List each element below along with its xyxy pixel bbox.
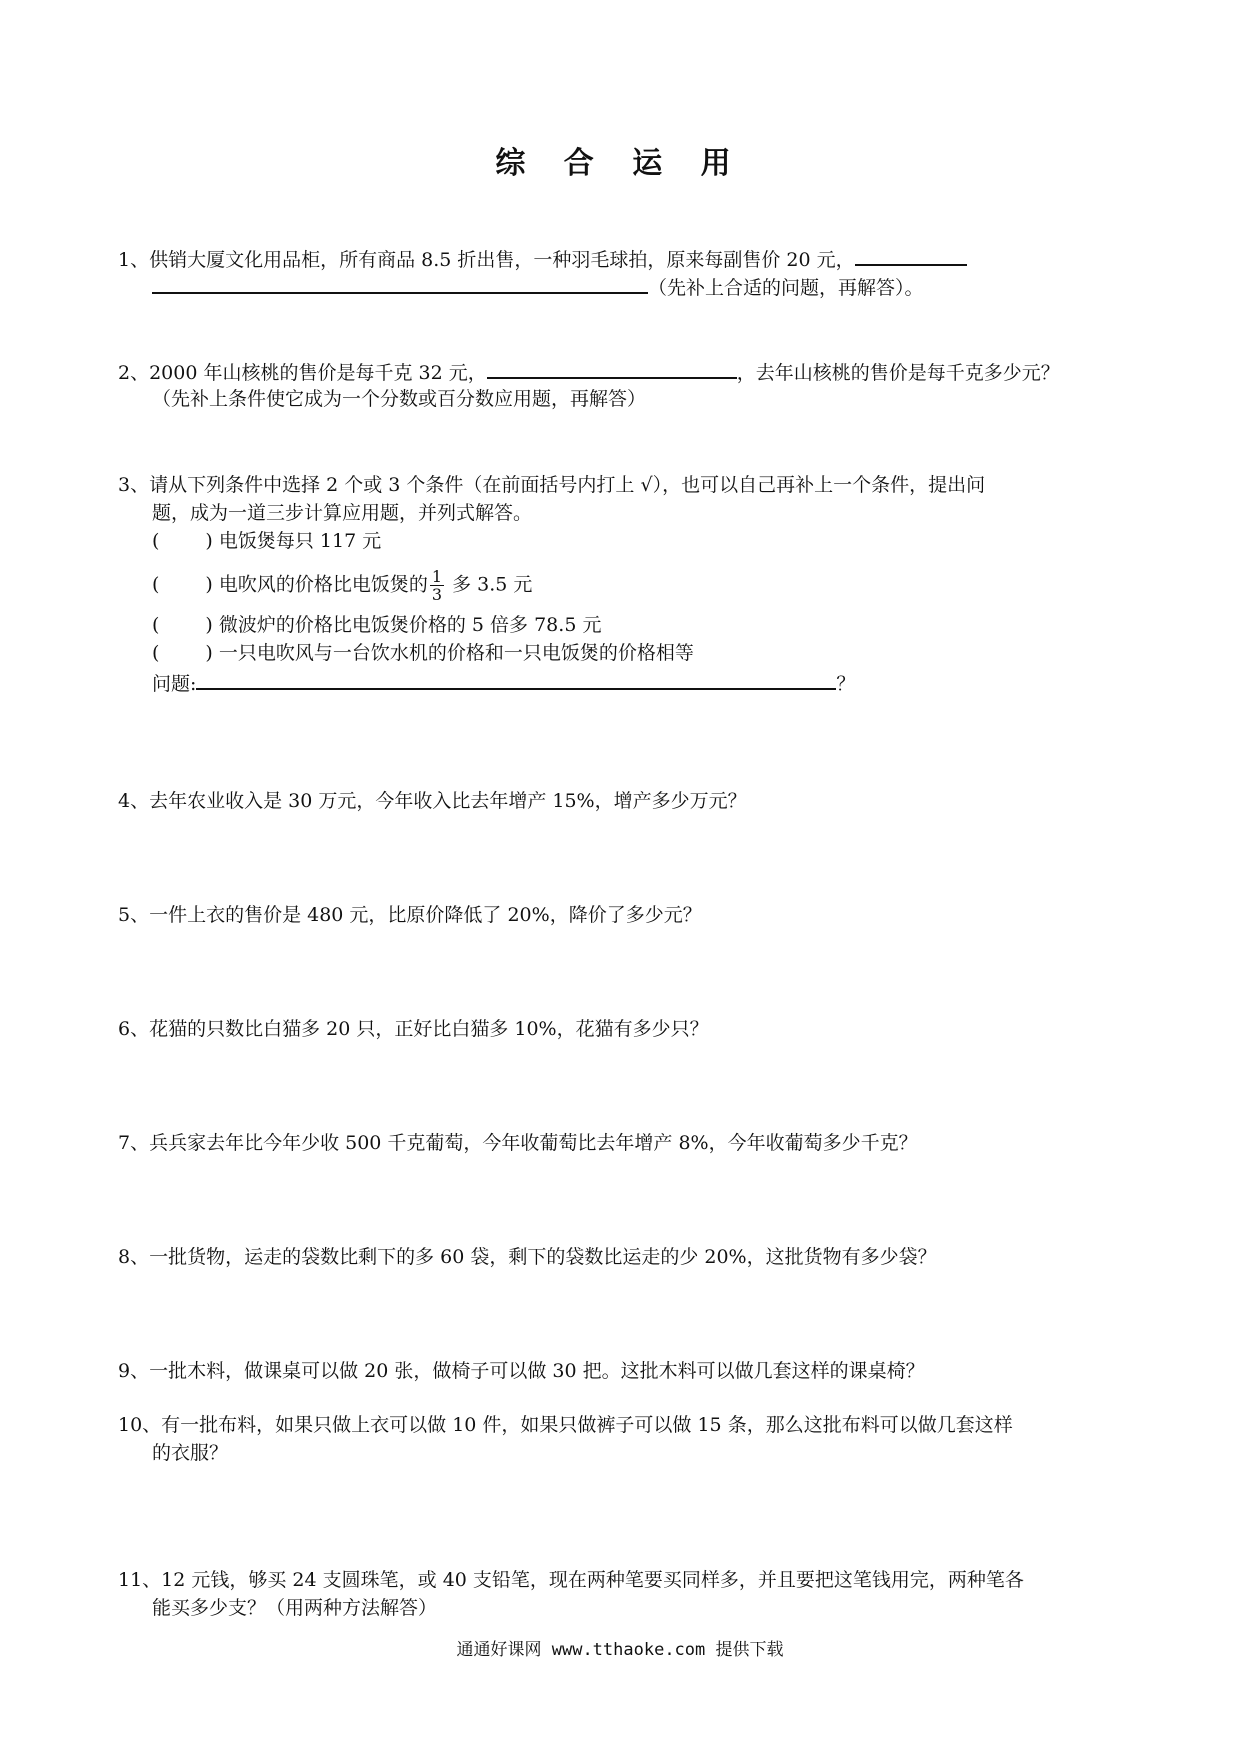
- page-title: 综 合 运 用: [495, 146, 745, 181]
- condition-1-open: (: [152, 530, 160, 552]
- condition-3-text: 微波炉的价格比电饭煲价格的 5 倍多 78.5 元: [218, 614, 602, 636]
- question-2-text-b: ，去年山核桃的售价是每千克多少元？: [736, 362, 1060, 384]
- footer-source: 通通好课网 www.tthaoke.com 提供下载: [456, 1640, 784, 1660]
- question-9: 9、一批木料，做课桌可以做 20 张，做椅子可以做 30 把。这批木料可以做几套这样的课桌椅？: [118, 1360, 925, 1382]
- question-4: 4、去年农业收入是 30 万元，今年收入比去年增产 15%，增产多少万元？: [118, 790, 747, 812]
- question-8: 8、一批货物，运走的袋数比剩下的多 60 袋，剩下的袋数比运走的少 20%，这批货物有多少袋？: [118, 1246, 937, 1268]
- fraction-one-third: $\frac{1}{3}$: [431, 567, 443, 604]
- condition-4-open: (: [152, 642, 160, 664]
- condition-1-text: 电饭煲每只 117 元: [218, 530, 382, 552]
- question-1-blank-2: [152, 272, 648, 294]
- condition-4-text: 一只电吹风与一台饮水机的价格和一只电饭煲的价格相等: [218, 642, 694, 664]
- question-2-blank: [487, 357, 737, 379]
- condition-1-close: ): [205, 530, 213, 552]
- question-1-cont: [152, 272, 924, 301]
- question-2-note: （先补上条件使它成为一个分数或百分数应用题，再解答）: [152, 388, 647, 410]
- question-1: [118, 244, 967, 273]
- question-7: 7、兵兵家去年比今年少收 500 千克葡萄，今年收葡萄比去年增产 8%，今年收葡萄多少千克？: [118, 1132, 918, 1154]
- question-3-problem: [152, 668, 855, 697]
- question-3-problem-blank: [196, 668, 836, 690]
- condition-2-open: (: [152, 573, 160, 596]
- condition-3: [152, 612, 601, 638]
- condition-3-open: (: [152, 614, 160, 636]
- question-5: 5、一件上衣的售价是 480 元，比原价降低了 20%，降价了多少元？: [118, 904, 702, 926]
- question-1-blank-1: [855, 244, 967, 266]
- condition-4: [152, 640, 694, 666]
- condition-4-close: ): [205, 642, 213, 664]
- question-3-line-1: 3、请从下列条件中选择 2 个或 3 个条件（在前面括号内打上 √），也可以自己再补上一个条件，提出问: [118, 474, 986, 496]
- condition-3-close: ): [205, 614, 213, 636]
- question-11-line-1: 11、12 元钱，够买 24 支圆珠笔，或 40 支铅笔，现在两种笔要买同样多，并且要把这笔钱用完，两种笔各: [118, 1569, 1024, 1591]
- question-6: 6、花猫的只数比白猫多 20 只，正好比白猫多 10%，花猫有多少只？: [118, 1018, 709, 1040]
- question-10-line-1: 10、有一批布料，如果只做上衣可以做 10 件，如果只做裤子可以做 15 条，那么这批布料可以做几套这样: [118, 1414, 1013, 1436]
- condition-2-text-a: 电吹风的价格比电饭煲的: [218, 573, 428, 596]
- question-3-problem-end: ？: [836, 673, 856, 695]
- question-2-text-a: 2、2000 年山核桃的售价是每千克 32 元，: [118, 362, 487, 384]
- condition-2-text-b: 多 3.5 元: [446, 573, 533, 596]
- condition-2-close: ): [205, 573, 213, 596]
- question-11-line-2: 能买多少支？（用两种方法解答）: [152, 1597, 438, 1619]
- question-3-line-2: 题，成为一道三步计算应用题，并列式解答。: [152, 502, 533, 524]
- question-2: [118, 357, 1060, 386]
- question-10-line-2: 的衣服？: [152, 1442, 229, 1464]
- question-1-tail: （先补上合适的问题，再解答）。: [648, 277, 924, 299]
- question-3-problem-label: 问题:: [152, 673, 197, 695]
- condition-1: [152, 528, 381, 554]
- condition-2: [152, 568, 532, 603]
- question-1-text: 1、供销大厦文化用品柜，所有商品 8.5 折出售，一种羽毛球拍，原来每副售价 20 元，: [118, 249, 855, 271]
